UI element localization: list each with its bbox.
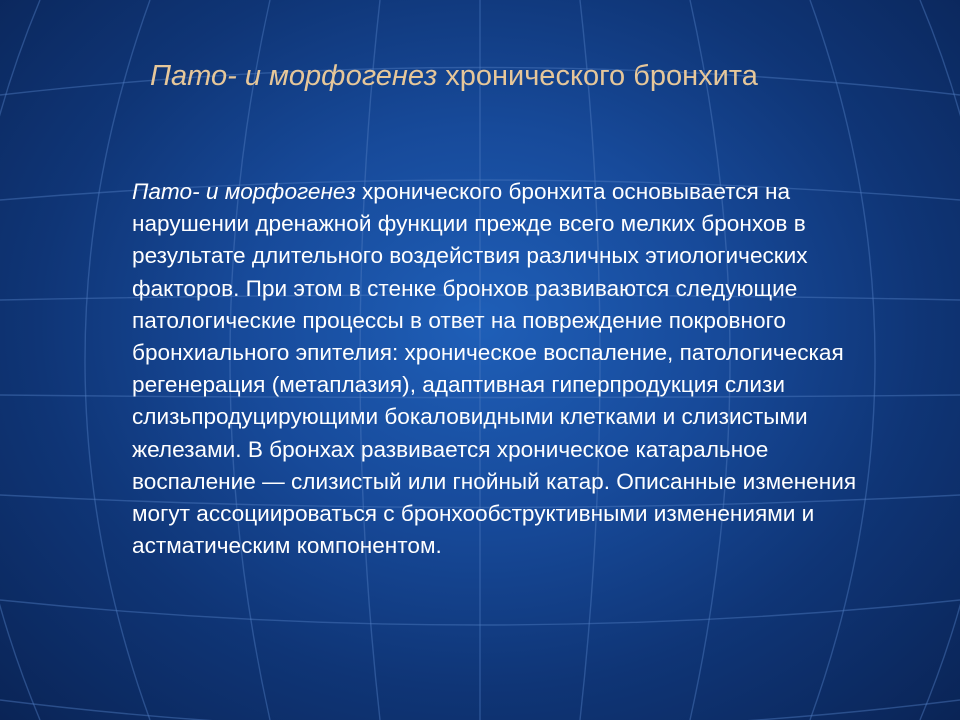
- slide-body-text: [132, 176, 872, 562]
- slide-title-rest: хронического бронхита: [437, 60, 758, 92]
- body-text-italic: Пато- и морфогенез: [132, 179, 356, 204]
- slide-title: [150, 58, 850, 95]
- slide-title-italic: Пато- и морфогенез: [150, 60, 438, 92]
- body-text-rest: хронического бронхита основывается на нарушении дренажной функции прежде всего мелких бронхов в результате длительного воздействия различных этиологических факторов. При этом в стенке бронхов развиваются следующие патологические процессы в ответ на повреждение покровного бронхиального эпителия: хроническое воспаление, патологическая регенерация (метаплазия), адаптивная гиперпродукция слизи слизьпродуцирующими бокаловидными клетками и слизистыми железами. В бронхах развивается хроническое катаральное воспаление — слизистый или гнойный катар. Описанные изменения могут ассоциироваться с бронхообструктивными изменениями и астматическим компонентом.: [132, 179, 857, 559]
